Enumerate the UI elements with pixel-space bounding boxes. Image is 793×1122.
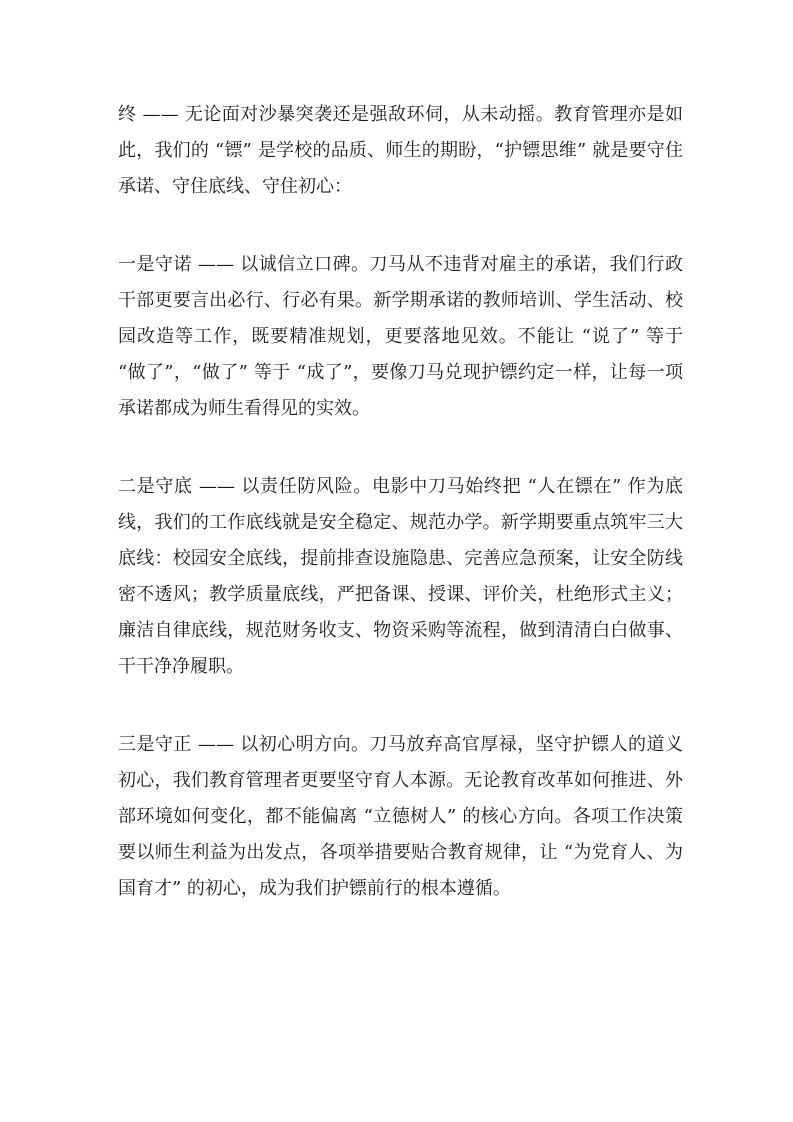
paragraph-keep-promise: 一是守诺 —— 以诚信立口碑。刀马从不违背对雇主的承诺，我们行政干部更要言出必行、行必有果。新学期承诺的教师培训、学生活动、校园改造等工作，既要精准规划，更要落地见效。不能让 “说了” 等于 “做了”，“做了” 等于 “成了”，要像刀马兑现护镖约定一样，让每一项承诺都成为师生看得见的实效。 xyxy=(118,254,683,419)
document-body xyxy=(118,97,683,907)
paragraph-keep-bottom-line: 二是守底 —— 以责任防风险。电影中刀马始终把 “人在镖在” 作为底线，我们的工作底线就是安全稳定、规范办学。新学期要重点筑牢三大底线：校园安全底线，提前排查设施隐患、完善应急预案，让安全防线密不透风；教学质量底线，严把备课、授课、评价关，杜绝形式主义；廉洁自律底线，规范财务收支、物资采购等流程，做到清清白白做事、干干净净履职。 xyxy=(118,476,683,677)
paragraph-intro: 终 —— 无论面对沙暴突袭还是强敌环伺，从未动摇。教育管理亦是如此，我们的 “镖” 是学校的品质、师生的期盼，“护镖思维” 就是要守住承诺、守住底线、守住初心： xyxy=(118,104,683,197)
paragraph-keep-integrity: 三是守正 —— 以初心明方向。刀马放弃高官厚禄，坚守护镖人的道义初心，我们教育管理者更要坚守育人本源。无论教育改革如何推进、外部环境如何变化，都不能偏离 “立德树人” 的核心方向。各项工作决策要以师生利益为出发点，各项举措要贴合教育规律，让 “为党育人、为国育才” 的初心，成为我们护镖前行的根本遵循。 xyxy=(118,734,683,899)
